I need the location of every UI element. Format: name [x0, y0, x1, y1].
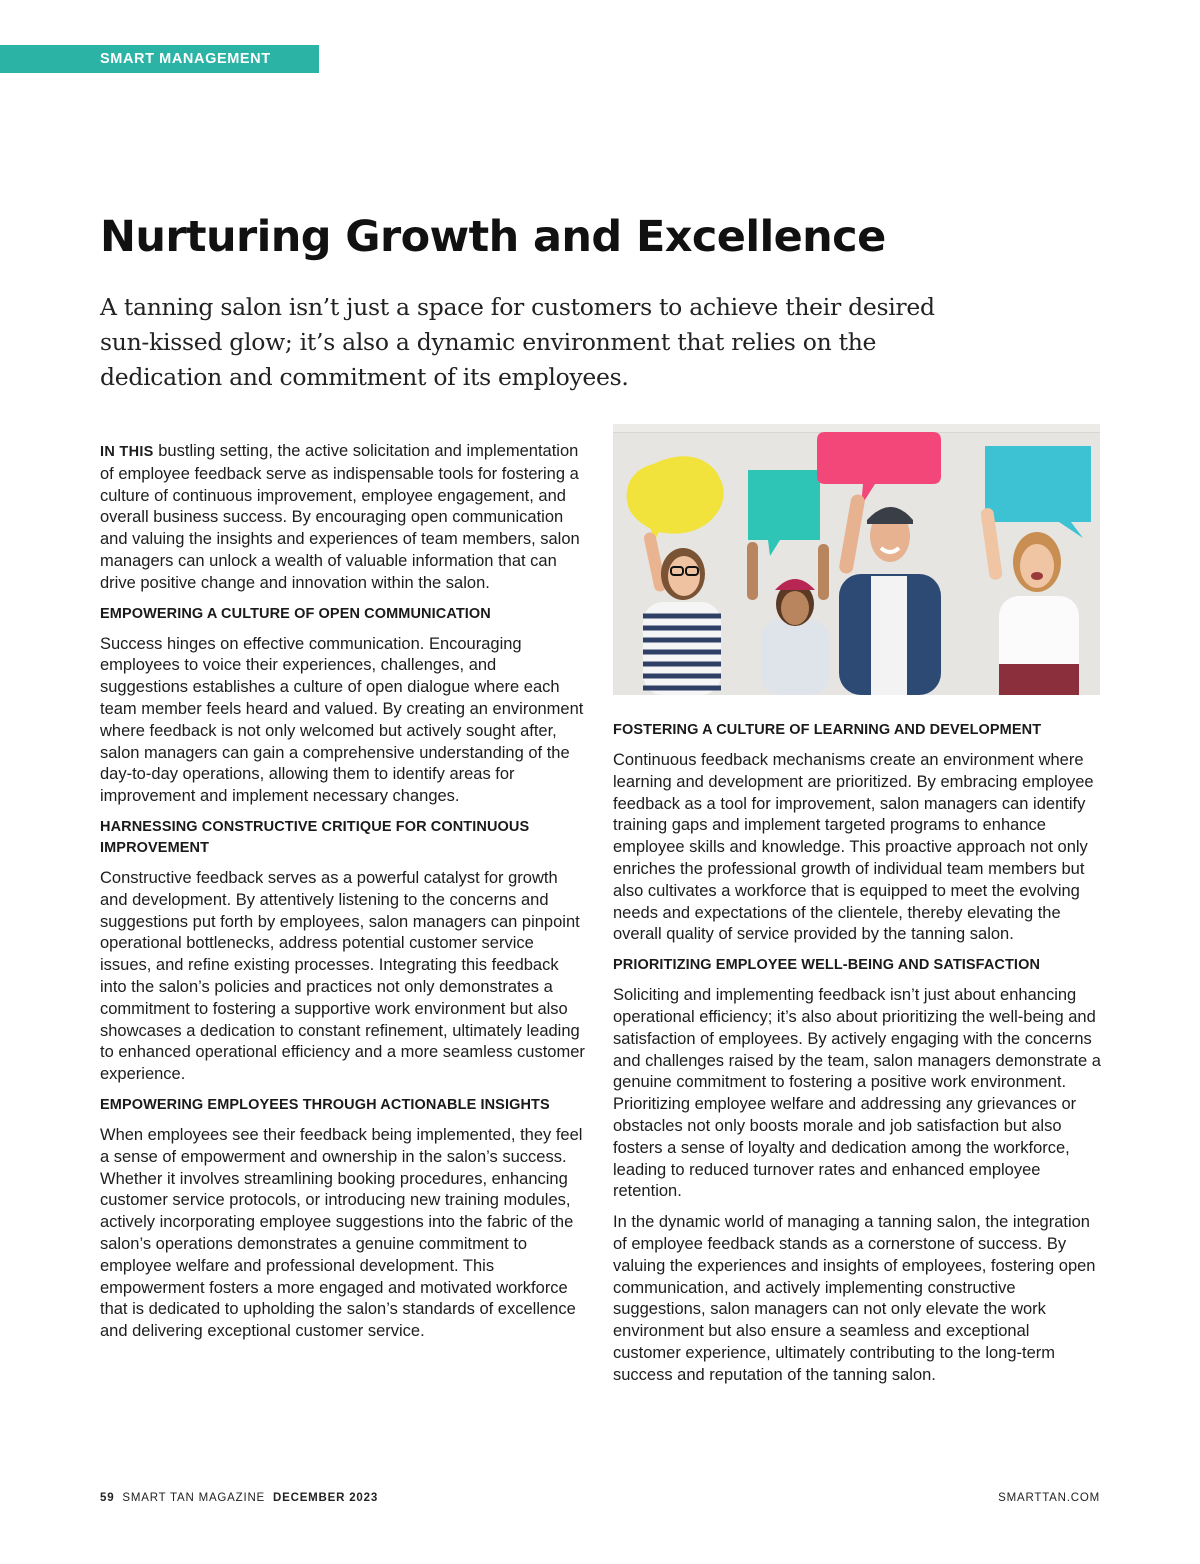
article-title: Nurturing Growth and Excellence [100, 212, 886, 262]
article-deck: A tanning salon isn’t just a space for customers to achieve their desired sun-kissed glow; it’s also a dynamic environment that relies on the dedication and commitment of its employees. [100, 293, 935, 391]
section-heading-constructive-critique: HARNESSING CONSTRUCTIVE CRITIQUE FOR CONTINUOUS IMPROVEMENT [100, 818, 530, 856]
section-tab [0, 45, 319, 73]
section-heading-well-being: PRIORITIZING EMPLOYEE WELL-BEING AND SATISFACTION [613, 957, 1041, 974]
issue-date: DECEMBER 2023 [273, 1492, 379, 1504]
page-number: 59 [100, 1492, 115, 1504]
section-body-actionable-insights: When employees see their feedback being implemented, they feel a sense of empowerment and ownership in the salon’s success. Whether it involves streamlining booking procedures, enhancing customer service protocols, or introducing new training modules, actively incorporating employee suggestions into the fabric of the salon’s operations demonstrates a genuine commitment to employee welfare and professional development. This empowerment fosters a more engaged and motivated workforce that is dedicated to upholding the salon’s standards of excellence and delivering exceptional customer service. [100, 1125, 583, 1341]
section-body-learning-development: Continuous feedback mechanisms create an environment where learning and development are prioritized. By embracing employee feedback as a tool for improvement, salon managers can identify training gaps and implement targeted programs to enhance employee skills and knowledge. This proactive approach not only enriches the professional growth of individual team members but also cultivates a workforce that is equipped to meet the evolving needs and expectations of the clientele, thereby elevating the overall quality of service provided by the tanning salon. [613, 751, 1094, 944]
page-footer [100, 1492, 1100, 1508]
section-heading-actionable-insights: EMPOWERING EMPLOYEES THROUGH ACTIONABLE INSIGHTS [100, 1096, 550, 1113]
intro-text: bustling setting, the active solicitation and implementation of employee feedback serve as indispensable tools for fostering a culture of continuous improvement, employee engagement, and overall business success. By encouraging open communication and valuing the insights and experiences of team members, salon managers can unlock a wealth of valuable information that can drive positive change and innovation within the salon. [100, 442, 580, 592]
left-column [100, 441, 588, 1352]
footer-left [100, 1492, 378, 1504]
intro-lead: IN THIS [100, 444, 154, 460]
right-column [613, 720, 1101, 1396]
section-body-constructive-critique: Constructive feedback serves as a powerful catalyst for growth and development. By attentively listening to the concerns and suggestions put forth by employees, salon managers can pinpoint operational bottlenecks, address potential customer service issues, and refine existing processes. Integrating this feedback into the salon’s policies and practices not only demonstrates a commitment to fostering a supportive work environment but also showcases a dedication to constant refinement, ultimately leading to enhanced operational efficiency and a more seamless customer experience. [100, 868, 585, 1084]
intro-paragraph [100, 441, 588, 595]
section-heading-learning-development: FOSTERING A CULTURE OF LEARNING AND DEVELOPMENT [613, 722, 1042, 738]
section-body-well-being: Soliciting and implementing feedback isn’t just about enhancing operational efficiency; it’s also about prioritizing the well-being and satisfaction of employees. By actively engaging with the concerns and challenges raised by the team, salon managers demonstrate a genuine commitment to fostering a positive work environment. Prioritizing employee welfare and addressing any grievances or obstacles not only boosts morale and job satisfaction but also fosters a sense of loyalty and dedication among the workforce, leading to reduced turnover rates and enhanced employee retention. [613, 986, 1101, 1201]
website-link[interactable]: SMARTTAN.COM [998, 1492, 1100, 1504]
section-heading-open-communication: EMPOWERING A CULTURE OF OPEN COMMUNICATION [100, 605, 491, 622]
conclusion-paragraph: In the dynamic world of managing a tanning salon, the integration of employee feedback stands as a cornerstone of success. By valuing the experiences and insights of employees, fostering open communication, and actively implementing constructive suggestions, salon managers can not only elevate the work environment but also ensure a seamless and exceptional customer experience, ultimately contributing to the long-term success and reputation of the tanning salon. [613, 1213, 1096, 1384]
magazine-name: SMART TAN MAGAZINE [122, 1492, 266, 1504]
photo-illustration [613, 424, 1100, 695]
section-tab-label: SMART MANAGEMENT [100, 51, 271, 67]
section-body-open-communication: Success hinges on effective communication. Encouraging employees to voice their experiences, challenges, and suggestions establishes a culture of open dialogue where each team member feels heard and valued. By creating an environment where feedback is not only welcomed but actively sought after, salon managers can gain a comprehensive understanding of the day-to-day operations, allowing them to identify areas for improvement and implement necessary changes. [100, 634, 584, 806]
article-photo [613, 424, 1100, 695]
